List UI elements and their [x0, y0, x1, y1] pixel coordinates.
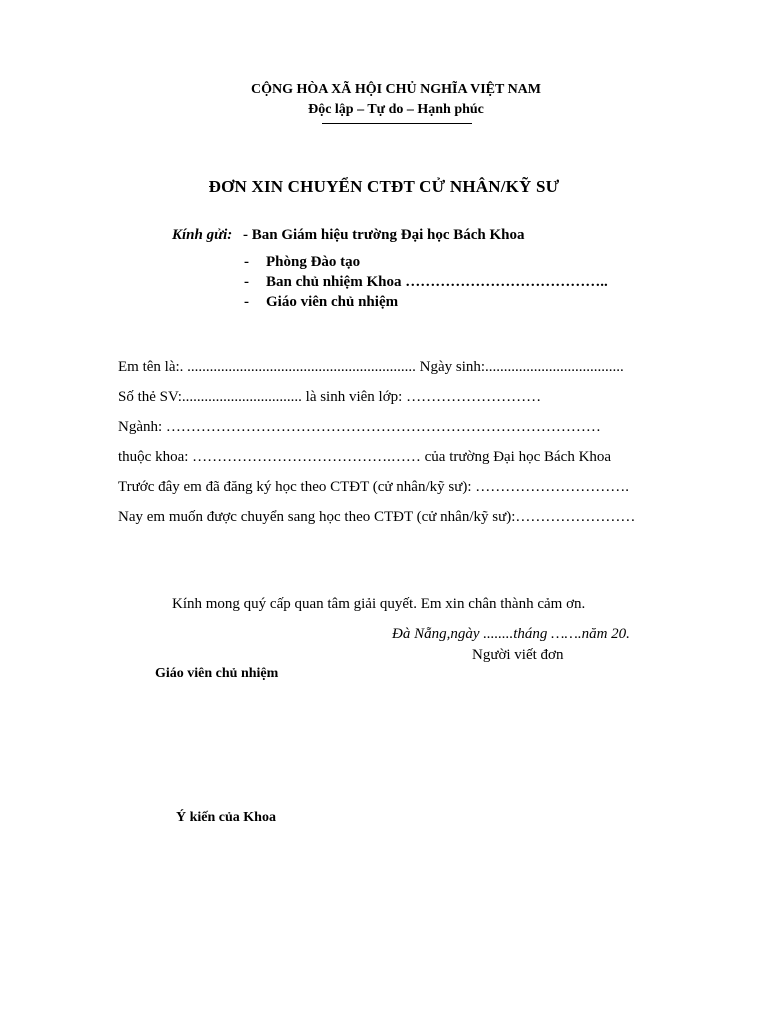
closing-statement: Kính mong quý cấp quan tâm giải quyết. Em xin chân thành cảm ơn. [172, 596, 586, 612]
field-desired-program: Nay em muốn được chuyển sang học theo CTĐT (cử nhân/kỹ sư):…………………… [118, 509, 636, 525]
signer-label: Người viết đơn [472, 647, 564, 663]
field-major: Ngành: …………………………………………………………………………… [118, 419, 601, 435]
faculty-opinion-label: Ý kiến của Khoa [176, 810, 276, 825]
recipient-dash: - [244, 254, 249, 270]
place-date: Đà Nẵng,ngày ........tháng …….năm 20. [392, 626, 630, 642]
motto-header: Độc lập – Tự do – Hạnh phúc [308, 102, 484, 117]
document-title: ĐƠN XIN CHUYỂN CTĐT CỬ NHÂN/KỸ SƯ [208, 177, 560, 196]
motto-underline [322, 123, 472, 124]
recipients-label: Kính gửi: [172, 227, 233, 243]
recipient-item-training-office: Phòng Đào tạo [266, 254, 361, 270]
nation-header: CỘNG HÒA XÃ HỘI CHỦ NGHĨA VIỆT NAM [250, 82, 541, 97]
recipient-dash: - [244, 294, 249, 310]
field-faculty: thuộc khoa: ………………………………….…… của trường Đại học Bách Khoa [118, 449, 612, 465]
recipient-item-homeroom-teacher: Giáo viên chủ nhiệm [266, 294, 399, 310]
field-previous-program: Trước đây em đã đăng ký học theo CTĐT (cử nhân/kỹ sư): …………………………. [118, 479, 630, 495]
field-name-birthdate: Em tên là:. ............................................................. Ngày sinh:..................................... [118, 359, 624, 375]
recipient-item-faculty-board: Ban chủ nhiệm Khoa ………………………………….. [266, 274, 608, 290]
recipient-first: - Ban Giám hiệu trường Đại học Bách Khoa [243, 227, 525, 243]
field-student-id-class: Số thẻ SV:................................ là sinh viên lớp: ……………………… [118, 389, 542, 405]
homeroom-teacher-label: Giáo viên chủ nhiệm [155, 666, 279, 681]
recipient-dash: - [244, 274, 249, 290]
